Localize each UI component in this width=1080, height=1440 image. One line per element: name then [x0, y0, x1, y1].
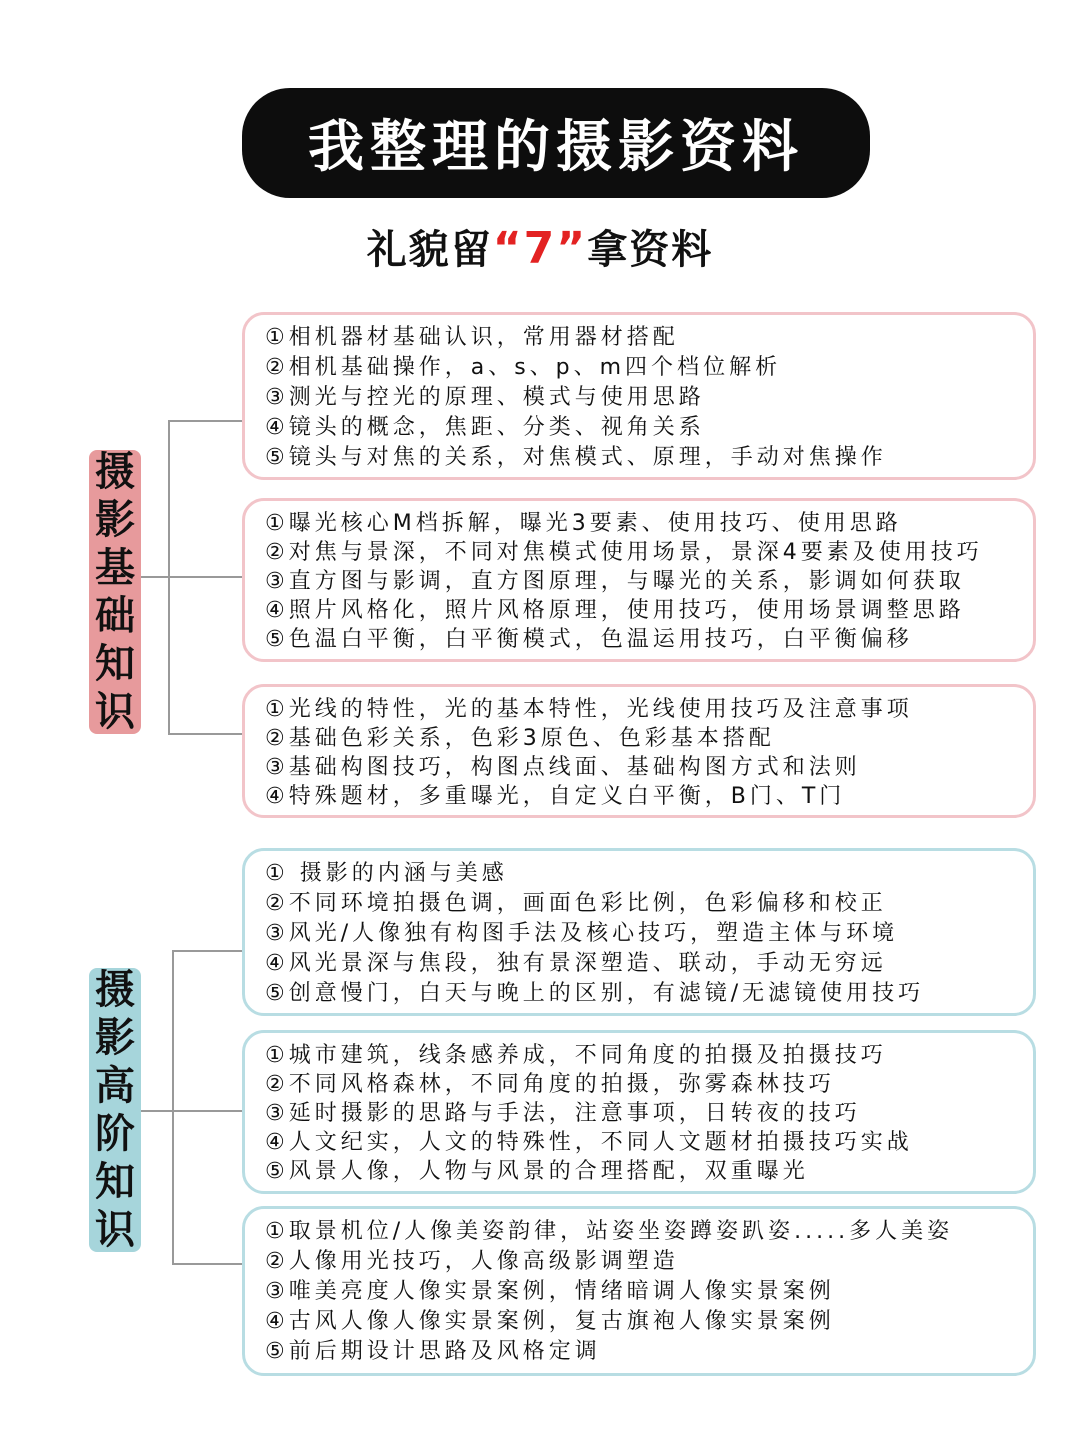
topic-item: ①城市建筑，线条感养成，不同角度的拍摄及拍摄技巧	[265, 1043, 887, 1068]
topic-item: ④人文纪实，人文的特殊性，不同人文题材拍摄技巧实战	[265, 1130, 913, 1155]
topic-item: ④特殊题材，多重曝光，自定义白平衡，B门、T门	[265, 784, 846, 809]
topic-item: ③风光/人像独有构图手法及核心技巧，塑造主体与环境	[265, 921, 899, 946]
label-char: 阶	[95, 1111, 135, 1157]
topic-item: ②不同风格森林，不同角度的拍摄，弥雾森林技巧	[265, 1072, 835, 1097]
topic-item: ②相机基础操作，a、s、p、m四个档位解析	[265, 355, 782, 380]
label-char: 识	[95, 689, 135, 735]
topic-box	[242, 498, 1036, 662]
topic-item: ③基础构图技巧，构图点线面、基础构图方式和法则	[265, 755, 861, 780]
topic-item: ⑤前后期设计思路及风格定调	[265, 1339, 601, 1364]
topic-item: ⑤色温白平衡，白平衡模式，色温运用技巧，白平衡偏移	[265, 627, 913, 652]
topic-item: ②不同环境拍摄色调，画面色彩比例，色彩偏移和校正	[265, 891, 887, 916]
topic-item: ⑤风景人像，人物与风景的合理搭配，双重曝光	[265, 1159, 809, 1184]
topic-item: ③测光与控光的原理、模式与使用思路	[265, 385, 705, 410]
topic-item: ②对焦与景深，不同对焦模式使用场景，景深4要素及使用技巧	[265, 540, 983, 565]
label-char: 知	[95, 1159, 135, 1205]
topic-item: ③延时摄影的思路与手法，注意事项，日转夜的技巧	[265, 1101, 861, 1126]
subtitle-after: 拿资料	[587, 227, 714, 273]
topic-item: ③直方图与影调，直方图原理，与曝光的关系，影调如何获取	[265, 569, 965, 594]
page-title: 我整理的摄影资料	[308, 115, 804, 180]
topic-box	[242, 1030, 1036, 1194]
subtitle-highlight: “7”	[492, 223, 588, 274]
topic-box	[242, 312, 1036, 480]
label-char: 知	[95, 641, 135, 687]
topic-item: ④镜头的概念，焦距、分类、视角关系	[265, 415, 705, 440]
label-char: 摄	[95, 967, 135, 1013]
label-char: 影	[95, 497, 135, 543]
label-char: 高	[95, 1063, 135, 1109]
topic-box	[242, 848, 1036, 1016]
topic-item: ②基础色彩关系，色彩3原色、色彩基本搭配	[265, 726, 775, 751]
section-label-advanced	[89, 968, 141, 1252]
topic-item: ⑤镜头与对焦的关系，对焦模式、原理，手动对焦操作	[265, 445, 887, 470]
topic-item: ①相机器材基础认识，常用器材搭配	[265, 325, 679, 350]
label-char: 础	[95, 593, 135, 639]
topic-box	[242, 684, 1036, 818]
label-char: 影	[95, 1015, 135, 1061]
topic-item: ④风光景深与焦段，独有景深塑造、联动，手动无穷远	[265, 951, 887, 976]
topic-item: ①取景机位/人像美姿韵律，站姿坐姿蹲姿趴姿.....多人美姿	[265, 1219, 954, 1244]
topic-item: ④照片风格化，照片风格原理，使用技巧，使用场景调整思路	[265, 598, 965, 623]
subtitle	[0, 218, 1080, 275]
section-label-basic	[89, 450, 141, 734]
topic-item: ① 摄影的内涵与美感	[265, 861, 508, 886]
topic-item: ③唯美亮度人像实景案例，情绪暗调人像实景案例	[265, 1279, 835, 1304]
topic-item: ②人像用光技巧，人像高级影调塑造	[265, 1249, 679, 1274]
topic-box	[242, 1206, 1036, 1376]
subtitle-before: 礼貌留	[366, 227, 493, 273]
topic-item: ①曝光核心M档拆解，曝光3要素、使用技巧、使用思路	[265, 511, 902, 536]
topic-item: ①光线的特性，光的基本特性，光线使用技巧及注意事项	[265, 697, 913, 722]
label-char: 基	[95, 545, 135, 591]
label-char: 识	[95, 1207, 135, 1253]
label-char: 摄	[95, 449, 135, 495]
title-banner	[242, 88, 870, 198]
topic-item: ⑤创意慢门，白天与晚上的区别，有滤镜/无滤镜使用技巧	[265, 981, 925, 1006]
topic-item: ④古风人像人像实景案例，复古旗袍人像实景案例	[265, 1309, 835, 1334]
